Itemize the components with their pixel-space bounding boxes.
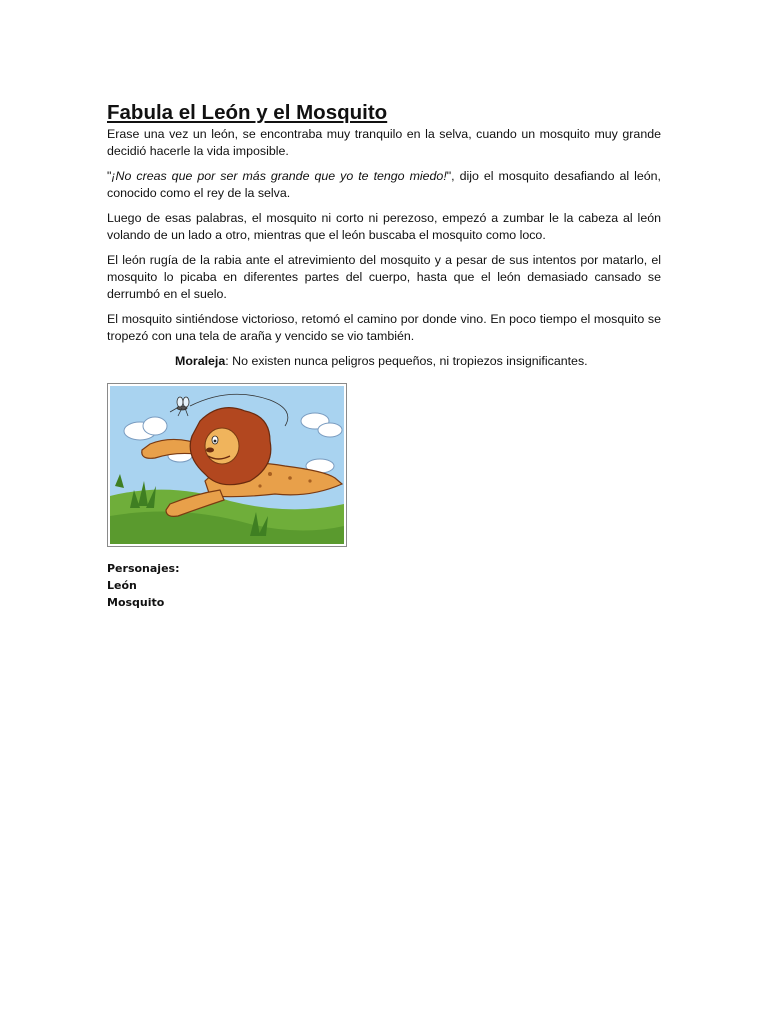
- moral-text: : No existen nunca peligros pequeños, ni tropiezos insignificantes.: [225, 354, 588, 368]
- paragraph-roar: El león rugía de la rabia ante el atrevimiento del mosquito y a pesar de sus intentos por matarlo, el mosquito lo picaba en diferentes partes del cuerpo, hasta que el león demasiado cansado se derrumbó en el suelo.: [107, 253, 661, 301]
- paragraph-buzzing: Luego de esas palabras, el mosquito ni corto ni perezoso, empezó a zumbar le la cabeza al león volando de un lado a otro, mientras que el león buscaba el mosquito como loco.: [107, 211, 661, 242]
- paragraph-spiderweb: El mosquito sintiéndose victorioso, retomó el camino por donde vino. En poco tiempo el mosquito se tropezó con una tela de araña y vencido se vio también.: [107, 312, 661, 343]
- character-item: Mosquito: [107, 596, 165, 609]
- quote-text: ¡No creas que por ser más grande que yo te tengo miedo!: [111, 169, 447, 183]
- paragraph-quote: [107, 168, 661, 202]
- quote-rest: ", dijo el mosquito desafiando al león, conocido como el rey de la selva.: [107, 169, 661, 200]
- document-title: Fabula el León y el Mosquito: [107, 101, 388, 124]
- characters-section: [107, 560, 661, 611]
- paragraph-intro: Erase una vez un león, se encontraba muy tranquilo en la selva, cuando un mosquito muy grande decidió hacerle la vida imposible.: [107, 127, 661, 158]
- character-item: León: [107, 579, 137, 592]
- lion-mosquito-illustration: [107, 383, 347, 547]
- moral-label: Moraleja: [175, 354, 226, 368]
- moral-line: [107, 353, 661, 370]
- document-page: [107, 100, 661, 611]
- quote-open-mark: ": [107, 169, 112, 183]
- characters-heading: Personajes:: [107, 562, 180, 575]
- cartoon-lion-image: [110, 386, 344, 544]
